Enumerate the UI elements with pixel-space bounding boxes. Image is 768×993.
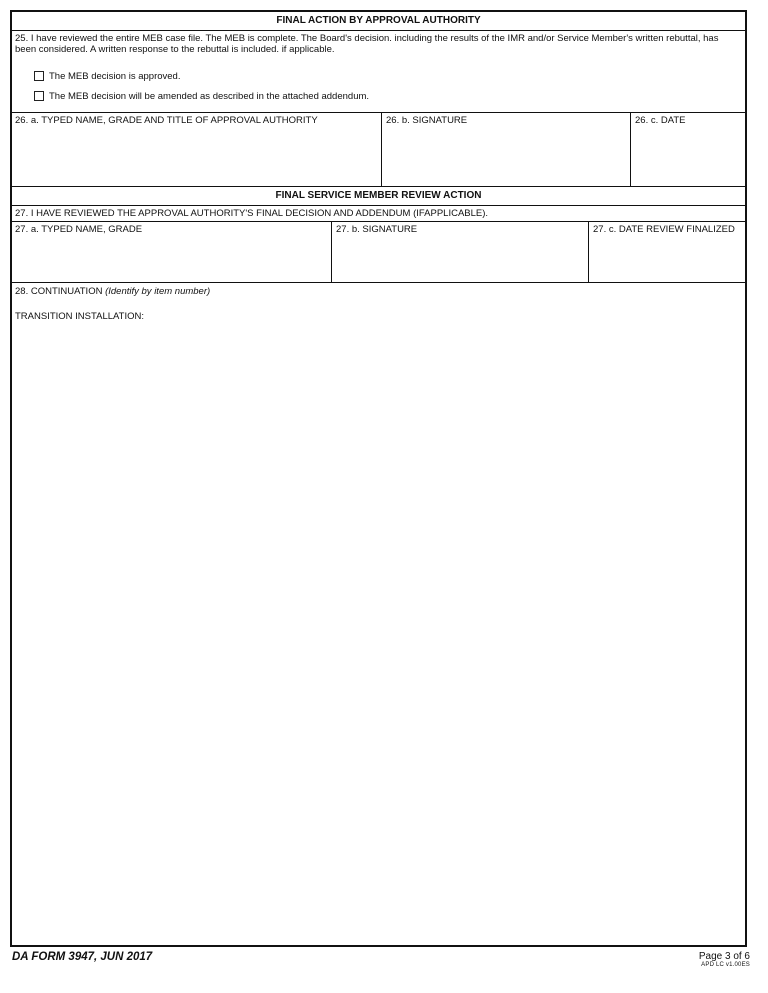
item-25-text: 25. I have reviewed the entire MEB case file. The MEB is complete. The Board's decision. including the results of the IMR and/or Service Member's written rebuttal, has been considered. A written response to the rebuttal is included. if applicable.	[15, 33, 719, 55]
approved-checkbox[interactable]	[34, 71, 44, 81]
item-27-statement: 27. I HAVE REVIEWED THE APPROVAL AUTHORITY'S FINAL DECISION AND ADDENDUM (IFAPPLICABLE).	[15, 208, 489, 219]
continuation-field[interactable]	[14, 302, 743, 942]
continuation-text: TRANSITION INSTALLATION:	[15, 311, 144, 322]
page-number: Page 3 of 6	[698, 951, 750, 962]
divider	[630, 112, 631, 186]
member-section-header: FINAL SERVICE MEMBER REVIEW ACTION	[12, 187, 745, 206]
item-27b-label: 27. b. SIGNATURE	[336, 224, 418, 235]
amended-checkbox[interactable]	[34, 91, 44, 101]
member-name-field[interactable]	[14, 237, 328, 280]
divider	[331, 221, 332, 282]
item-26b-label: 26. b. SIGNATURE	[386, 115, 468, 126]
item-27c-label: 27. c. DATE REVIEW FINALIZED	[593, 224, 735, 235]
item-26c-label: 26. c. DATE	[635, 115, 686, 126]
amended-option-label: The MEB decision will be amended as described in the attached addendum.	[49, 91, 370, 102]
divider	[12, 112, 745, 113]
item-28-label	[15, 286, 210, 297]
member-signature-field[interactable]	[334, 237, 586, 280]
item-28-hint: (Identify by item number)	[105, 286, 211, 297]
page-footer	[699, 951, 750, 968]
form-version: APD LC v1.00ES	[701, 962, 750, 968]
divider	[12, 282, 745, 283]
divider	[588, 221, 589, 282]
approval-section-header: FINAL ACTION BY APPROVAL AUTHORITY	[12, 12, 745, 31]
item-27a-label: 27. a. TYPED NAME, GRADE	[15, 224, 143, 235]
approval-authority-signature-field[interactable]	[384, 128, 628, 184]
divider	[12, 221, 745, 222]
item-28-title: 28. CONTINUATION	[15, 286, 103, 297]
approved-option-label: The MEB decision is approved.	[49, 71, 181, 82]
item-26a-label: 26. a. TYPED NAME, GRADE AND TITLE OF APPROVAL AUTHORITY	[15, 115, 318, 126]
approval-authority-name-field[interactable]	[14, 128, 378, 184]
approval-date-field[interactable]	[633, 128, 745, 184]
form-id: DA FORM 3947, JUN 2017	[12, 951, 153, 963]
divider	[381, 112, 382, 186]
form-page	[10, 10, 747, 947]
review-date-field[interactable]	[591, 237, 745, 280]
